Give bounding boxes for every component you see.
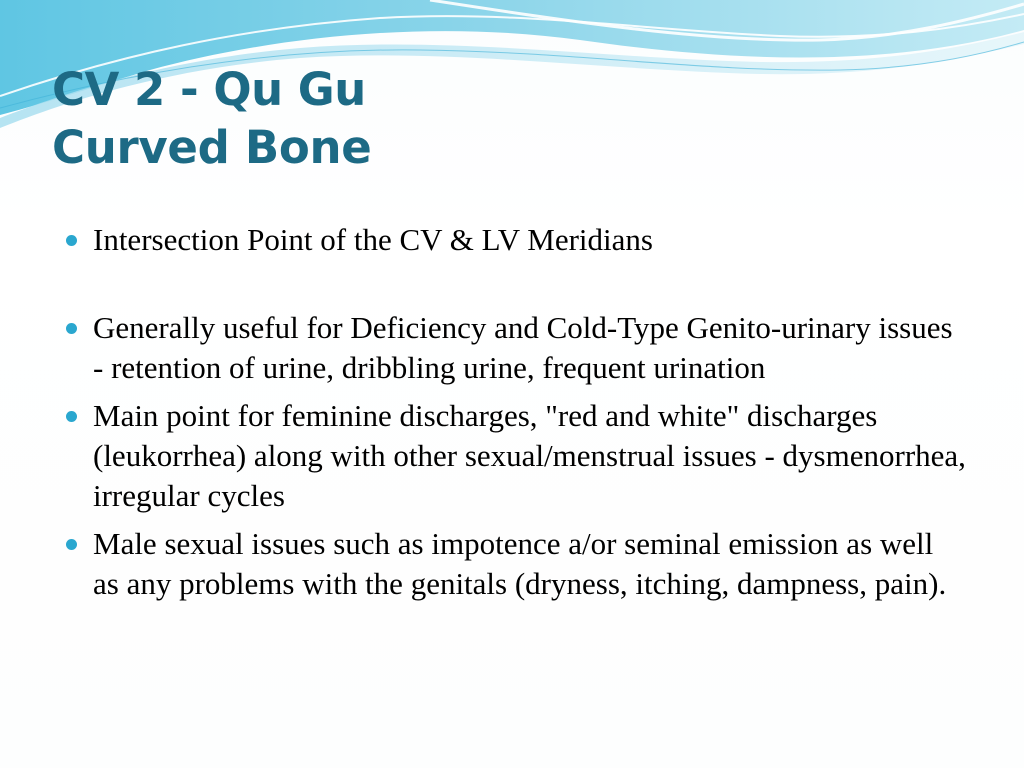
bullet-text: Male sexual issues such as impotence a/or seminal emission as well as any problems with the genitals (dryness, itching, dampness, pain).	[93, 526, 947, 601]
bullet-list	[66, 220, 966, 604]
bullet-dot-icon	[66, 411, 77, 422]
bullet-item	[66, 220, 966, 260]
bullet-dot-icon	[66, 235, 77, 246]
title-block	[52, 62, 972, 178]
bullet-text: Intersection Point of the CV & LV Meridians	[93, 222, 653, 257]
bullet-text: Main point for feminine discharges, "red and white" discharges (leukorrhea) along with other sexual/menstrual issues - dysmenorrhea, irregular cycles	[93, 398, 966, 513]
bullet-item	[66, 524, 966, 604]
bullet-dot-icon	[66, 539, 77, 550]
slide-subtitle: Curved Bone	[52, 121, 372, 174]
bullet-item	[66, 396, 966, 516]
bullet-dot-icon	[66, 323, 77, 334]
slide-title: CV 2 - Qu Gu	[52, 63, 366, 116]
bullet-item	[66, 308, 966, 388]
bullet-text: Generally useful for Deficiency and Cold-Type Genito-urinary issues - retention of urine, dribbling urine, frequent urination	[93, 310, 953, 385]
